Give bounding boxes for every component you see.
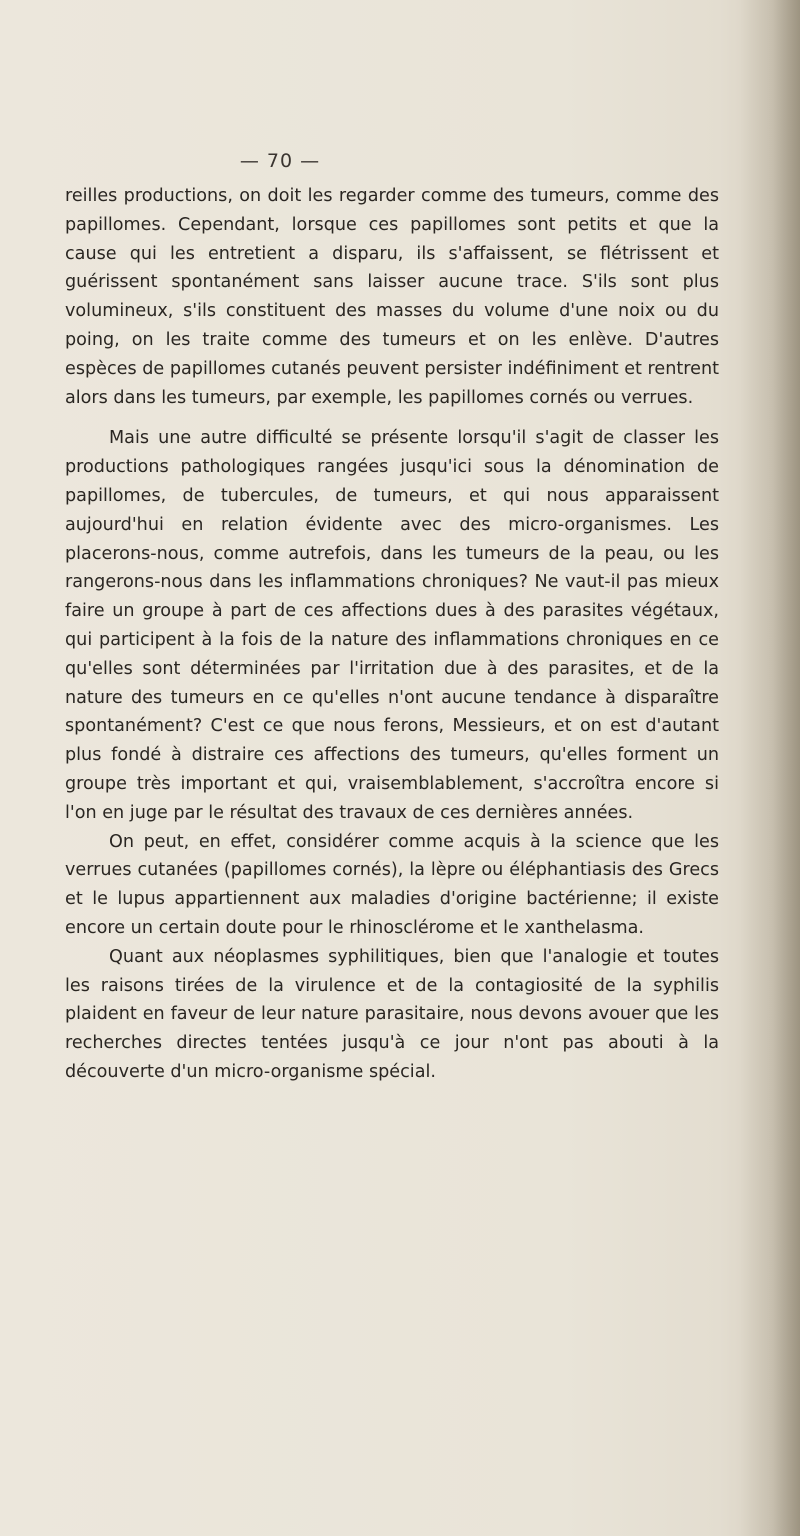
page-number: — 70 — (239, 150, 321, 172)
paragraph-3: On peut, en effet, considérer comme acquis à la science que les verrues cutanées (papillomes cornés), la lèpre ou éléphantiasis des Grecs et le lupus appartiennent aux maladies d'origine bactérienne; il existe encore un certain doute pour le rhinosclérome et le xanthelasma. (65, 831, 719, 938)
body-text (65, 182, 719, 1087)
paragraph-1: reilles productions, on doit les regarder comme des tumeurs, comme des papillomes. Cependant, lorsque ces papillomes sont petits et que la cause qui les entretient a disparu, ils s'affaissent, se flétrissent et guérissent spontanément sans laisser aucune trace. S'ils sont plus volumineux, s'ils constituent des masses du volume d'une noix ou du poing, on les traite comme des tumeurs et on les enlève. D'autres espèces de papillomes cutanés peuvent persister indéfiniment et rentrent alors dans les tumeurs, par exemple, les papillomes cornés ou verrues. (65, 186, 719, 408)
paragraph-4: Quant aux néoplasmes syphilitiques, bien que l'analogie et toutes les raisons tirées de la virulence et de la contagiosité de la syphilis plaident en faveur de leur nature parasitaire, nous devons avouer que les recherches directes tentées jusqu'à ce jour n'ont pas abouti à la découverte d'un micro-organisme spécial. (65, 946, 719, 1082)
paragraph-2: Mais une autre difficulté se présente lorsqu'il s'agit de classer les productions pathologiques rangées jusqu'ici sous la dénomination de papillomes, de tubercules, de tumeurs, et qui nous apparaissent aujourd'hui en relation évidente avec des micro-organismes. Les placerons-nous, comme autrefois, dans les tumeurs de la peau, ou les rangerons-nous dans les inflammations chroniques? Ne vaut-il pas mieux faire un groupe à part de ces affections dues à des parasites végétaux, qui participent à la fois de la nature des inflammations chroniques en ce qu'elles sont déterminées par l'irritation due à des parasites, et de la nature des tumeurs en ce qu'elles n'ont aucune tendance à disparaître spontanément? C'est ce que nous ferons, Messieurs, et on est d'autant plus fondé à distraire ces affections des tumeurs, qu'elles forment un groupe très important et qui, vraisemblablement, s'accroîtra encore si l'on en juge par le résultat des travaux de ces dernières années. (65, 428, 719, 823)
page-edge-shadow (740, 0, 800, 1536)
